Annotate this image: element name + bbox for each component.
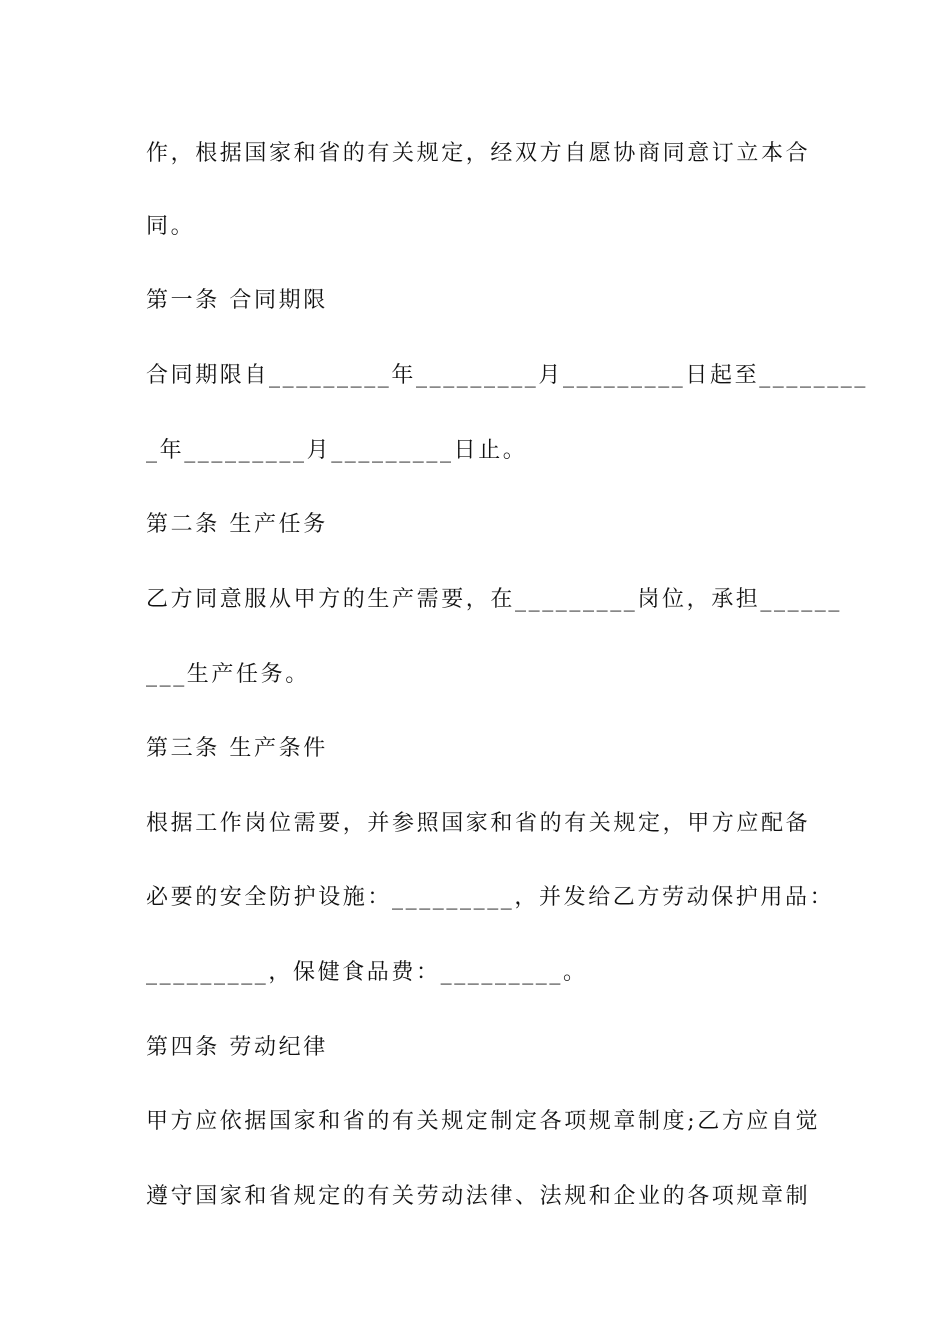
body-text-line: _年_________月_________日止。 — [146, 438, 528, 463]
section-heading: 第三条 生产条件 — [146, 736, 328, 761]
body-text-line: 同。 — [146, 214, 196, 239]
section-heading: 第四条 劳动纪律 — [146, 1035, 328, 1060]
section-heading: 第二条 生产任务 — [146, 512, 328, 537]
body-text-line: _________，保健食品费：_________。 — [146, 960, 588, 985]
body-text-line: 乙方同意服从甲方的生产需要，在_________岗位，承担______ — [146, 587, 843, 612]
body-text-line: 遵守国家和省规定的有关劳动法律、法规和企业的各项规章制 — [146, 1184, 811, 1209]
body-text-line: 合同期限自_________年_________月_________日起至________ — [146, 363, 869, 388]
body-text-line: 作，根据国家和省的有关规定，经双方自愿协商同意订立本合 — [146, 141, 811, 166]
body-text-line: 甲方应依据国家和省的有关规定制定各项规章制度;乙方应自觉 — [146, 1109, 821, 1134]
section-heading: 第一条 合同期限 — [146, 288, 328, 313]
body-text-line: 根据工作岗位需要，并参照国家和省的有关规定，甲方应配备 — [146, 811, 811, 836]
body-text-line: ___生产任务。 — [146, 662, 310, 687]
body-text-line: 必要的安全防护设施：_________，并发给乙方劳动保护用品： — [146, 885, 835, 910]
